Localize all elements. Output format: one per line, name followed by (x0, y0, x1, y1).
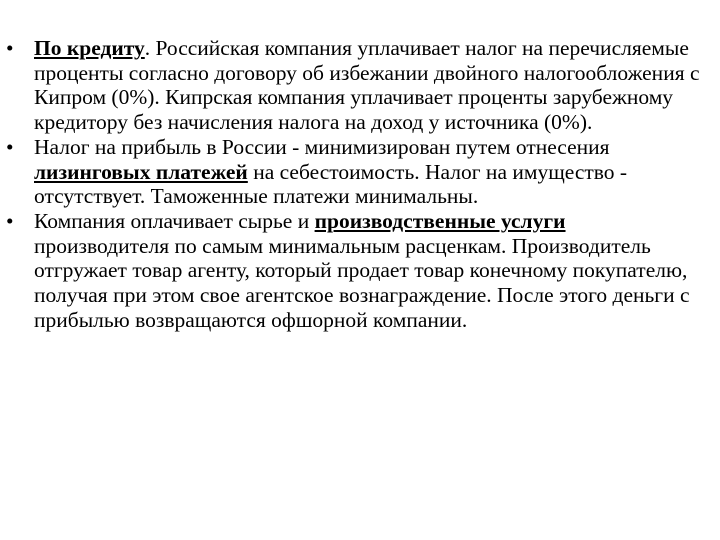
profit-tax-text-after: на себестоимость. Налог на имущество - отсутствует. Таможенные платежи минимальны. (34, 159, 628, 209)
bullet-icon: • (6, 208, 14, 233)
production-services-link[interactable]: производственные услуги (314, 208, 566, 233)
bullet-list (6, 36, 706, 332)
bullet-item-credit (6, 36, 706, 135)
profit-tax-text-before: Налог на прибыль в России - минимизирован путем отнесения (34, 134, 610, 159)
production-text-before: Компания оплачивает сырье и (34, 208, 315, 233)
bullet-item-production (6, 209, 706, 333)
production-text-after: производителя по самым минимальным расценкам. Производитель отгружает товар агенту, который продает товар конечному покупателю, получая при этом свое агентское вознаграждение. После этого деньги с прибылью возвращаются офшорной компании. (34, 233, 690, 332)
credit-text: . Российская компания уплачивает налог на перечисляемые проценты согласно договору об избежании двойного налогообложения с Кипром (0%). Кипрская компания уплачивает проценты зарубежному кредитору без начисления налога на доход у источника (0%). (34, 36, 700, 135)
credit-term-link[interactable]: По кредиту (34, 36, 145, 60)
leasing-payments-link[interactable]: лизинговых платежей (34, 159, 248, 184)
bullet-icon: • (6, 134, 14, 159)
bullet-item-profit-tax (6, 135, 706, 209)
bullet-icon: • (6, 36, 14, 60)
